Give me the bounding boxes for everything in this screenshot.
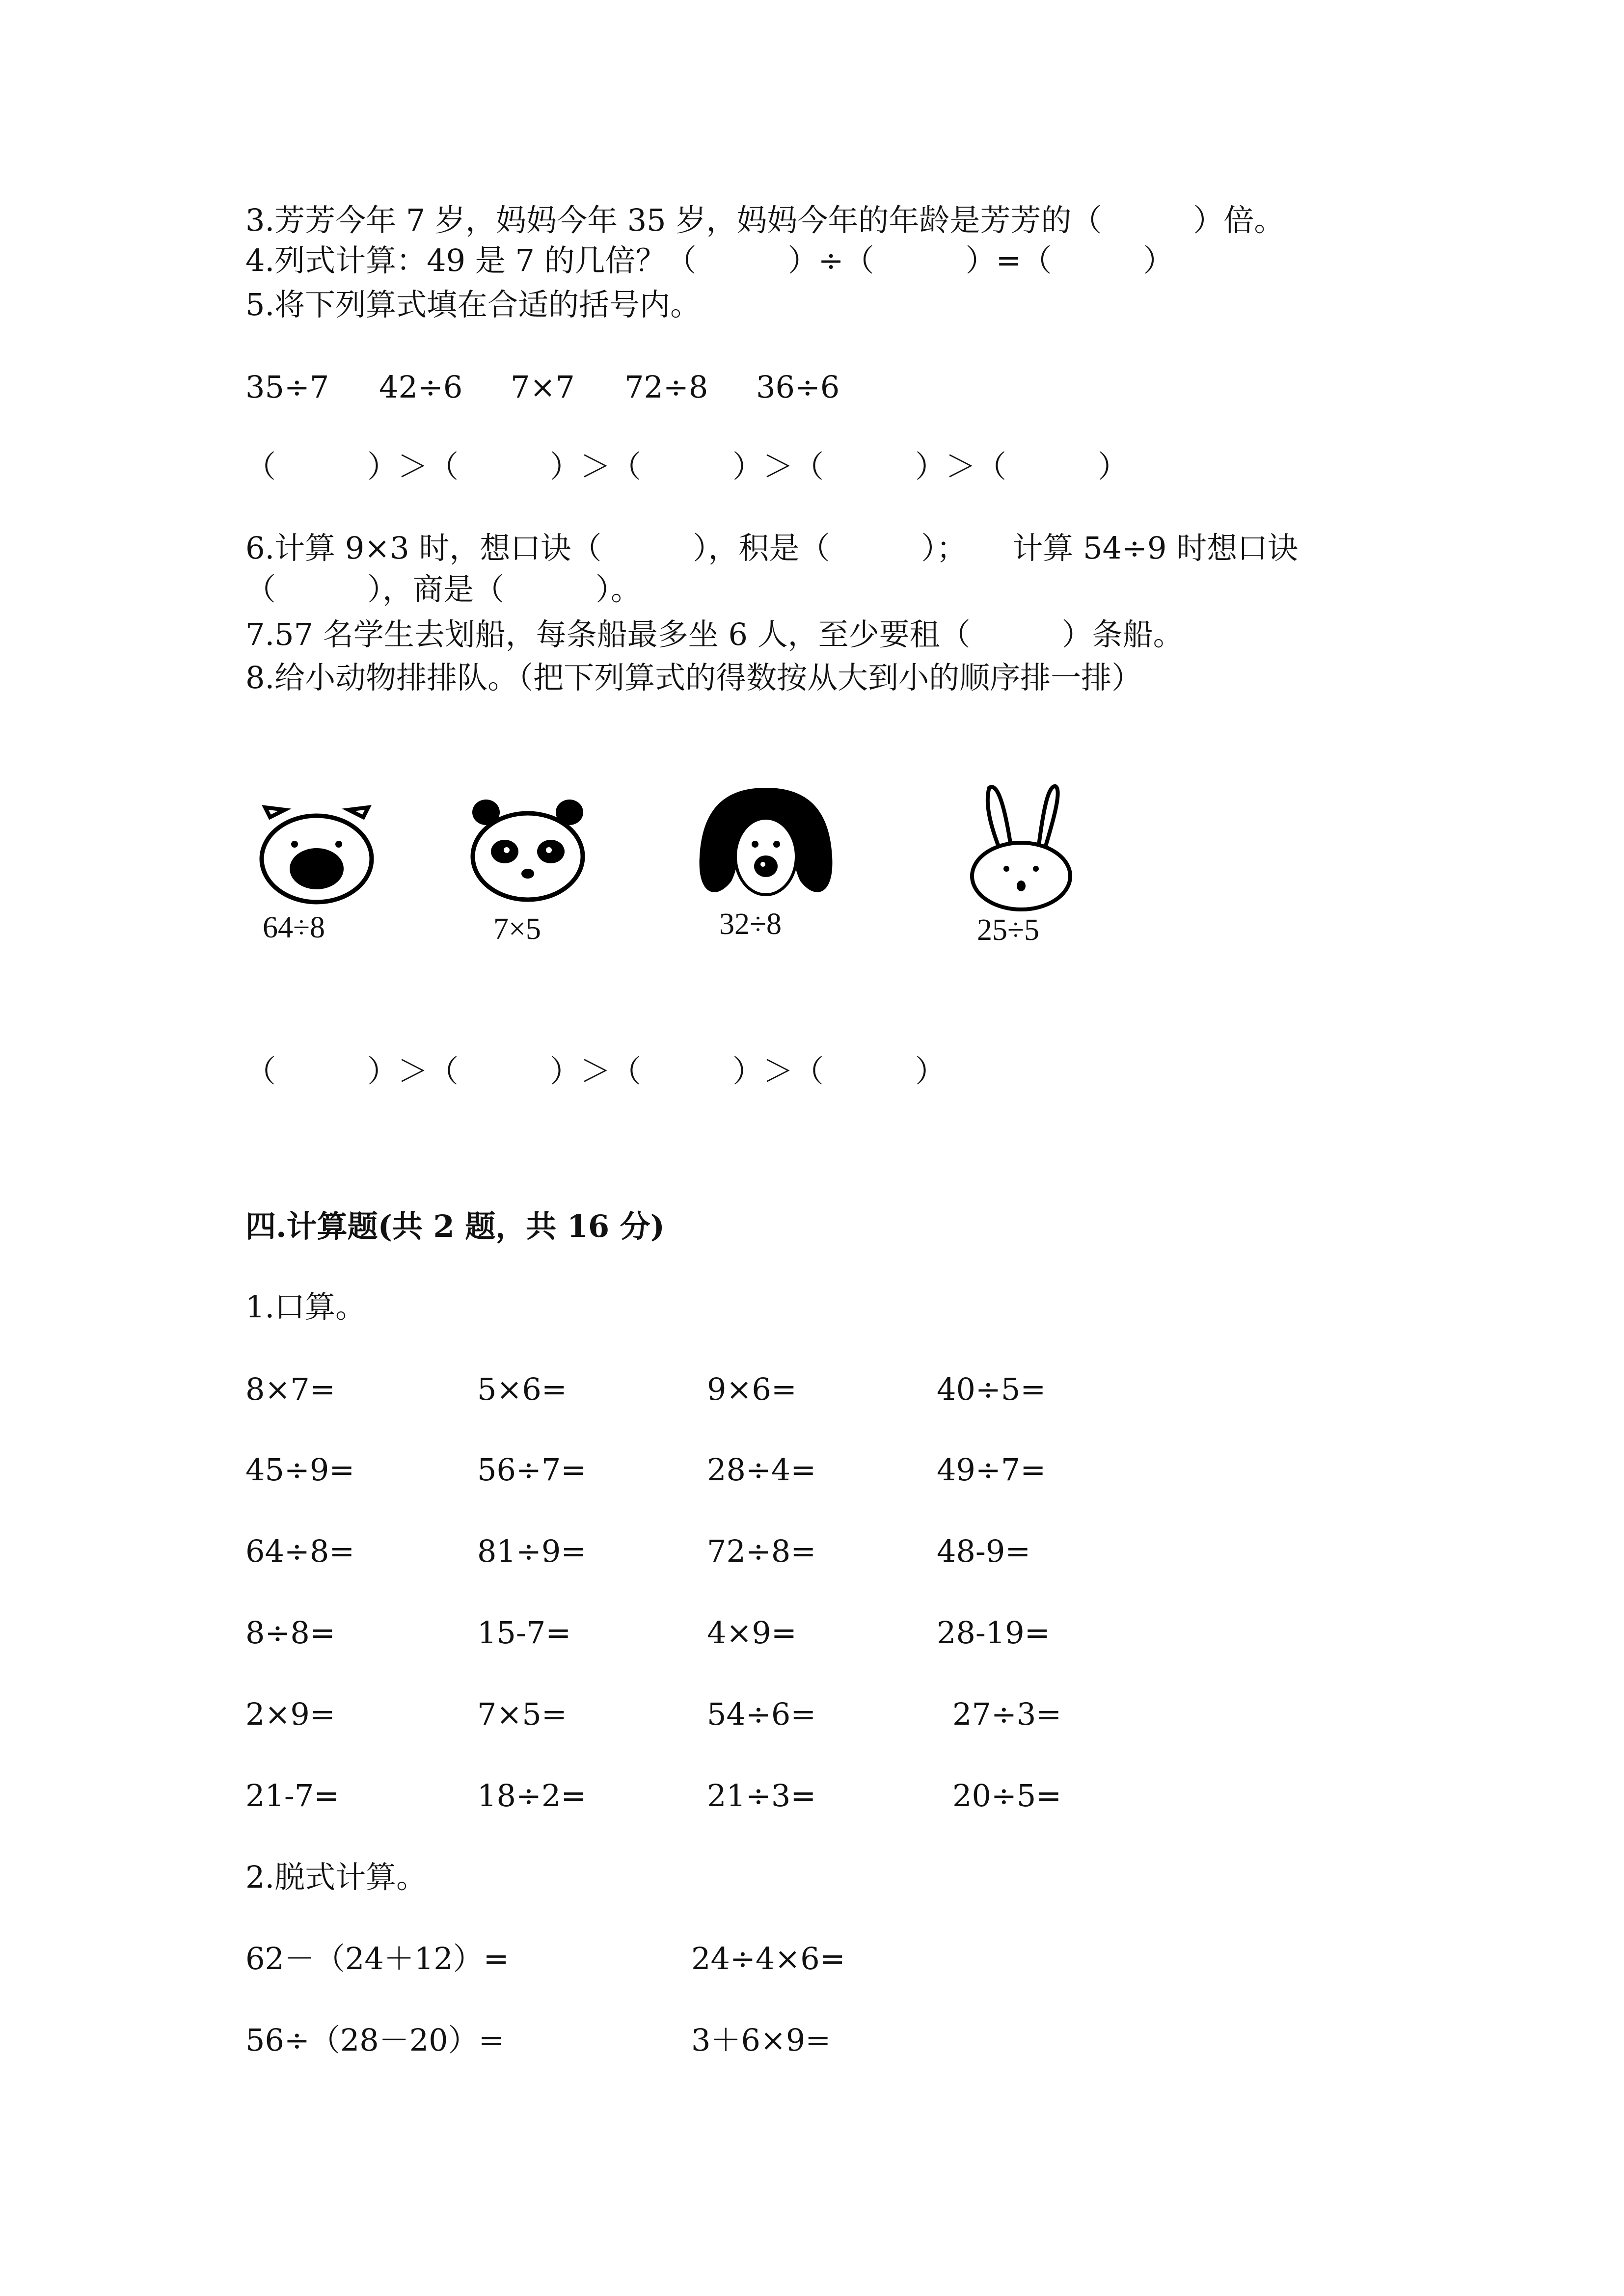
- oral-calc-item: 54÷6=: [707, 1696, 816, 1732]
- oral-calc-item: 15-7=: [477, 1615, 571, 1651]
- oral-calc-item: 40÷5=: [937, 1371, 1046, 1407]
- oral-calc-item: 64÷8=: [245, 1533, 355, 1569]
- oral-calc-item: 45÷9=: [245, 1452, 355, 1488]
- stepwise-calc-item: 62－（24＋12）=: [245, 1941, 509, 1976]
- question-6-line-1: 6.计算 9×3 时，想口诀（ ），积是（ ）； 计算 54÷9 时想口诀: [245, 530, 1299, 566]
- panda-expression: 7×5: [493, 912, 541, 946]
- q5-expression: 42÷6: [379, 369, 463, 405]
- oral-calc-item: 21÷3=: [707, 1778, 816, 1814]
- stepwise-calc-item: 3＋6×9=: [691, 2022, 831, 2058]
- section-4-title: 四.计算题(共 2 题，共 16 分): [245, 1208, 665, 1244]
- oral-calc-item: 72÷8=: [707, 1533, 816, 1569]
- stepwise-calc-item: 56÷（28－20）=: [245, 2022, 504, 2058]
- question-5: 5.将下列算式填在合适的括号内。: [245, 287, 701, 322]
- dog-face-icon: [692, 783, 839, 906]
- stepwise-calc-title: 2.脱式计算。: [245, 1859, 427, 1895]
- oral-calc-title: 1.口算。: [245, 1289, 366, 1325]
- oral-calc-item: 8÷8=: [245, 1615, 335, 1651]
- oral-calc-item: 7×5=: [477, 1696, 567, 1732]
- rabbit-expression: 25÷5: [977, 913, 1040, 947]
- pig-face-icon: [255, 802, 378, 906]
- oral-calc-item: 81÷9=: [477, 1533, 587, 1569]
- rabbit-face-icon: [965, 780, 1078, 913]
- q8-answer-blanks: （ ）＞（ ）＞（ ）＞（ ）: [245, 1053, 946, 1089]
- panda-face-icon: [466, 795, 589, 903]
- dog-expression: 32÷8: [719, 908, 782, 941]
- oral-calc-item: 56÷7=: [477, 1452, 587, 1488]
- oral-calc-item: 4×9=: [707, 1615, 797, 1651]
- pig-expression: 64÷8: [263, 911, 325, 944]
- oral-calc-item: 20÷5=: [952, 1778, 1062, 1814]
- q5-expression: 35÷7: [245, 369, 329, 405]
- q5-expression: 72÷8: [624, 369, 708, 405]
- oral-calc-item: 8×7=: [245, 1371, 335, 1407]
- question-8: 8.给小动物排排队。（把下列算式的得数按从大到小的顺序排一排）: [245, 660, 1142, 695]
- oral-calc-item: 28-19=: [937, 1615, 1050, 1651]
- oral-calc-item: 18÷2=: [477, 1778, 587, 1814]
- q5-expression: 36÷6: [756, 369, 840, 405]
- question-6-line-2: （ ），商是（ ）。: [245, 571, 642, 607]
- question-4: 4.列式计算：49 是 7 的几倍？（ ）÷（ ）=（ ）: [245, 242, 1174, 278]
- oral-calc-item: 28÷4=: [707, 1452, 816, 1488]
- oral-calc-item: 21-7=: [245, 1778, 340, 1814]
- stepwise-calc-item: 24÷4×6=: [691, 1941, 845, 1976]
- oral-calc-item: 27÷3=: [952, 1696, 1062, 1732]
- oral-calc-item: 48-9=: [937, 1533, 1031, 1569]
- oral-calc-item: 9×6=: [707, 1371, 797, 1407]
- oral-calc-item: 49÷7=: [937, 1452, 1046, 1488]
- question-3: 3.芳芳今年 7 岁，妈妈今年 35 岁，妈妈今年的年龄是芳芳的（ ）倍。: [245, 202, 1285, 238]
- question-7: 7.57 名学生去划船，每条船最多坐 6 人，至少要租（ ）条船。: [245, 616, 1184, 652]
- oral-calc-item: 5×6=: [477, 1371, 567, 1407]
- q5-expression: 7×7: [511, 369, 575, 405]
- oral-calc-item: 2×9=: [245, 1696, 335, 1732]
- q5-answer-blanks: （ ）＞（ ）＞（ ）＞（ ）＞（ ）: [245, 449, 1129, 484]
